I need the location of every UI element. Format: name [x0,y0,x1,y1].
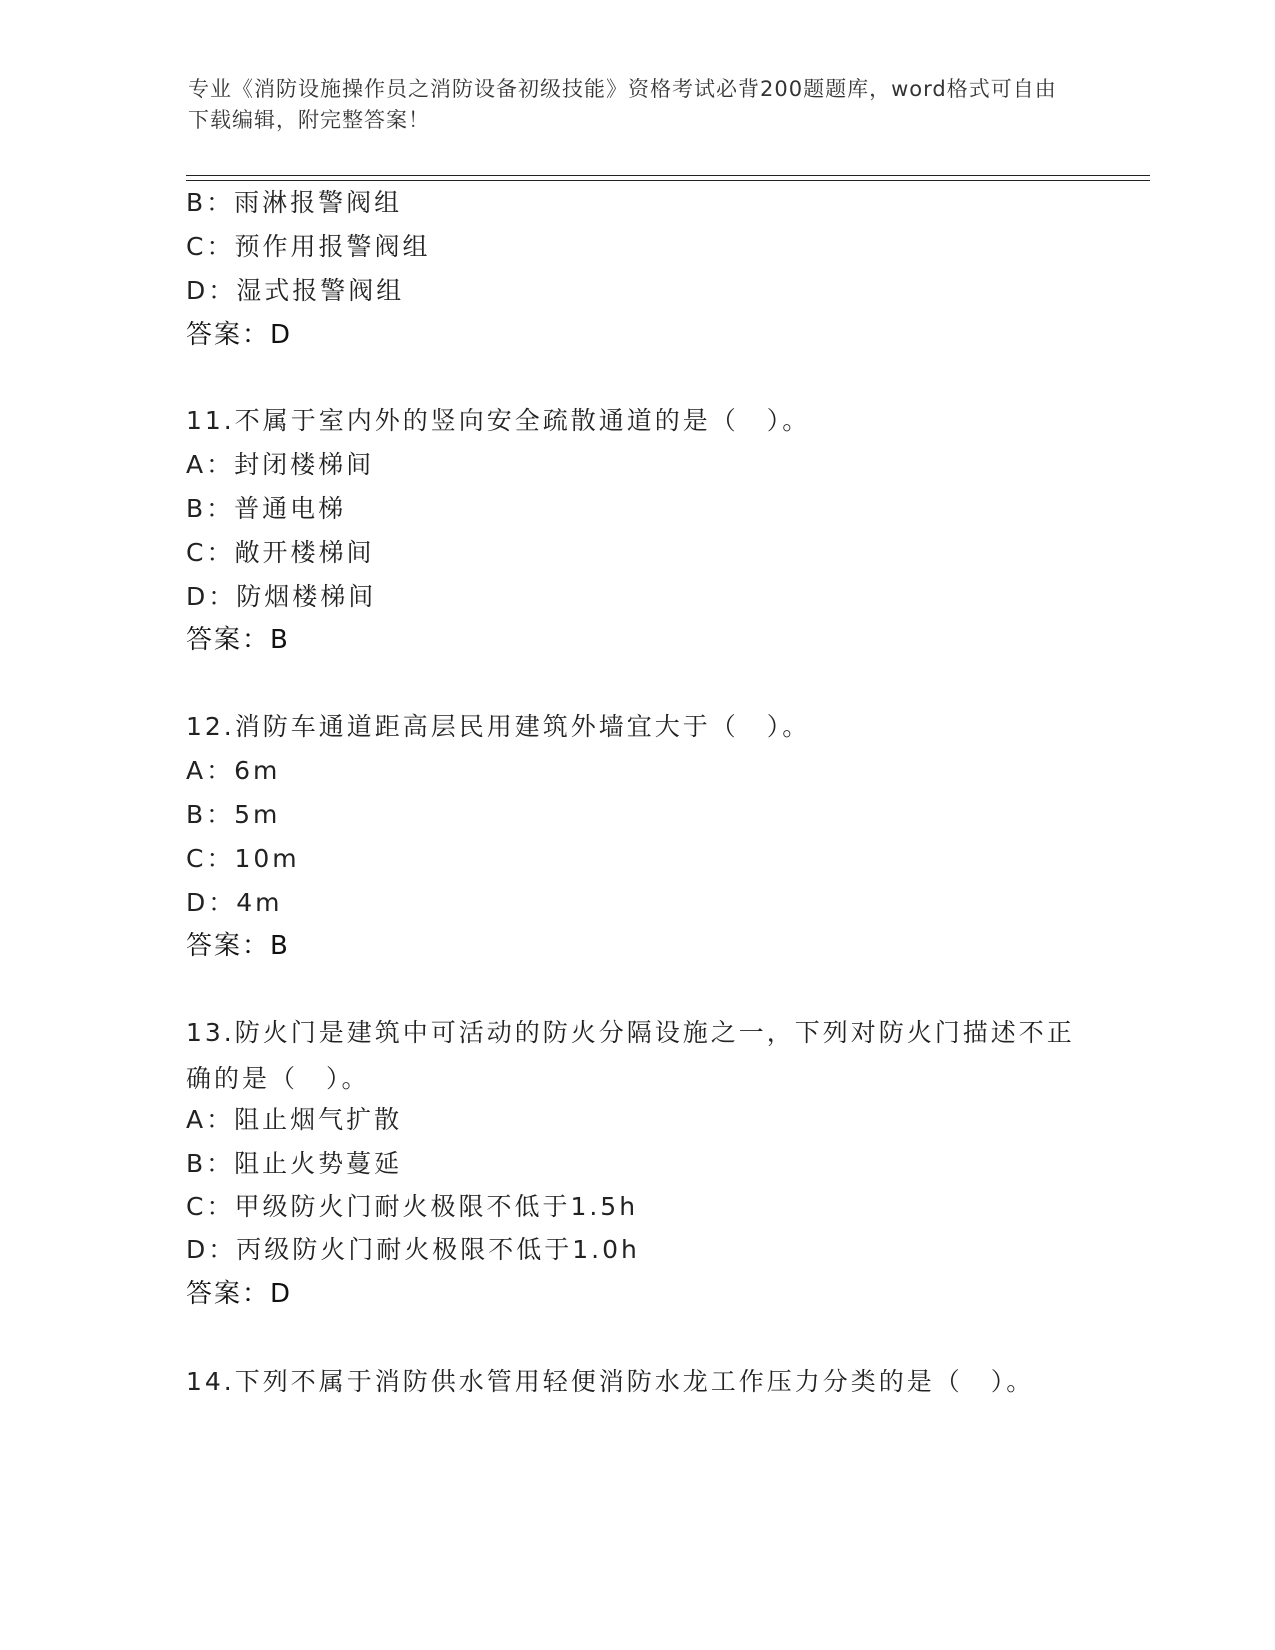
q10-option-b: B：雨淋报警阀组 [186,188,403,217]
document-header: 专业《消防设施操作员之消防设备初级技能》资格考试必背200题题库，word格式可自由下载编辑，附完整答案！ [188,77,1057,132]
q11-option-d: D：防烟楼梯间 [186,582,377,611]
q11-option-a: A：封闭楼梯间 [186,450,375,479]
header-divider-bottom [186,180,1150,181]
q12-option-b: B：5m [186,800,281,829]
q13-question: 13.防火门是建筑中可活动的防火分隔设施之一，下列对防火门描述不正确的是（ ）。 [186,1018,1075,1093]
q13-option-a: A：阻止烟气扩散 [186,1105,403,1134]
q11-option-b: B：普通电梯 [186,494,347,523]
q10-answer: 答案：D [186,320,293,350]
q13-option-d: D：丙级防火门耐火极限不低于1.0h [186,1235,640,1264]
q10-option-c: C：预作用报警阀组 [186,232,431,261]
q13-answer: 答案：D [186,1279,293,1309]
q12-option-c: C：10m [186,844,300,873]
q11-answer: 答案：B [186,625,290,655]
q11-option-c: C：敞开楼梯间 [186,538,375,567]
header-divider-top [186,175,1150,176]
q12-question: 12.消防车通道距高层民用建筑外墙宜大于（ ）。 [186,712,811,741]
q10-option-d: D：湿式报警阀组 [186,276,405,305]
q13-option-b: B：阻止火势蔓延 [186,1149,403,1178]
q12-option-a: A：6m [186,756,281,785]
q12-option-d: D：4m [186,888,283,917]
q14-question: 14.下列不属于消防供水管用轻便消防水龙工作压力分类的是（ ）。 [186,1367,1035,1396]
q13-option-c: C：甲级防火门耐火极限不低于1.5h [186,1192,639,1221]
q12-answer: 答案：B [186,931,290,961]
q11-question: 11.不属于室内外的竖向安全疏散通道的是（ ）。 [186,406,811,435]
